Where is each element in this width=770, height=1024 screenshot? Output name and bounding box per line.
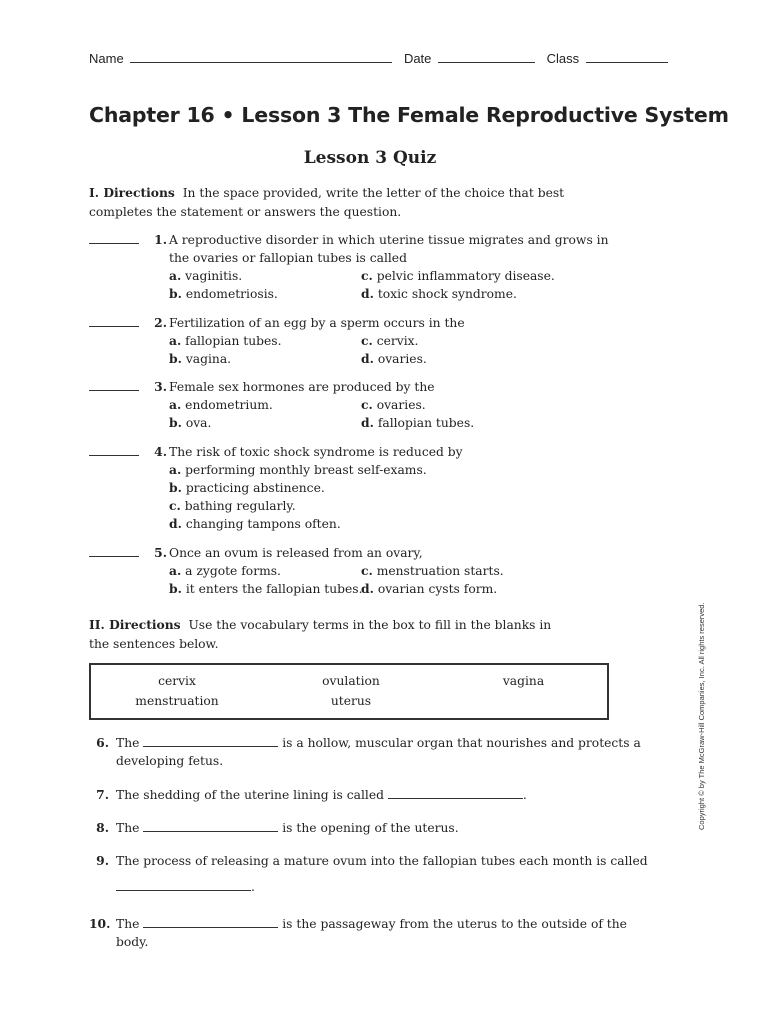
choice-d: d. ovarian cysts form. [361, 581, 498, 596]
vocab-term: cervix [158, 674, 196, 688]
question-number: 10. [89, 916, 111, 931]
question-number: 6. [96, 735, 109, 750]
name-field[interactable] [130, 50, 392, 63]
class-label: Class [546, 51, 580, 66]
choice-a: a. vaginitis. [169, 268, 243, 283]
section2-directions [89, 616, 569, 653]
copyright-notice: Copyright © by The McGraw-Hill Companies, Inc. All rights reserved. [697, 602, 706, 830]
question-stem: Fertilization of an egg by a sperm occurs in the [169, 316, 465, 330]
choice-a: a. endometrium. [169, 397, 273, 412]
question-number: 7. [96, 787, 109, 802]
section1-heading: I. Directions [89, 185, 175, 200]
question-stem: Female sex hormones are produced by the [169, 380, 435, 394]
choice-a: a. performing monthly breast self-exams. [169, 462, 427, 477]
choice-c: c. ovaries. [361, 397, 426, 412]
vocabulary-box [89, 663, 609, 720]
choice-d: d. ovaries. [361, 351, 427, 366]
choice-a: a. a zygote forms. [169, 563, 281, 578]
answer-blank[interactable] [89, 556, 139, 557]
section2-text: Use the vocabulary terms in the box to fill in the blanks in the sentences below. [89, 618, 552, 651]
fill-blank[interactable] [116, 879, 251, 891]
section1-text: In the space provided, write the letter of the choice that best completes the statement or answers the question. [89, 186, 565, 219]
choice-b: b. vagina. [169, 351, 232, 366]
section2-heading: II. Directions [89, 617, 181, 632]
name-label: Name [89, 51, 124, 66]
fill-blank[interactable] [143, 820, 278, 832]
question-stem: A reproductive disorder in which uterine tissue migrates and grows in the ovaries or fallopian tubes is called [169, 233, 609, 266]
question-number: 9. [96, 853, 109, 868]
choice-d: d. changing tampons often. [169, 516, 341, 531]
answer-blank[interactable] [89, 243, 139, 244]
vocab-term: ovulation [322, 674, 380, 688]
question-text: The is a hollow, muscular organ that nourishes and protects a developing fetus. [116, 736, 641, 768]
question-text: The is the opening of the uterus. [116, 821, 459, 835]
date-label: Date [403, 51, 432, 66]
choice-c: c. bathing regularly. [169, 498, 296, 513]
question-text: The is the passageway from the uterus to the outside of the body. [116, 917, 627, 949]
chapter-title: Chapter 16 • Lesson 3 The Female Reproductive System [89, 103, 729, 127]
choice-b: b. endometriosis. [169, 286, 278, 301]
choice-b: b. ova. [169, 415, 212, 430]
choice-c: c. cervix. [361, 333, 419, 348]
question-number: 5. [154, 545, 167, 560]
choice-a: a. fallopian tubes. [169, 333, 282, 348]
answer-blank[interactable] [89, 455, 139, 456]
vocab-term: uterus [330, 694, 372, 708]
fill-blank[interactable] [143, 735, 278, 747]
fill-blank-line: . [116, 878, 255, 896]
choice-d: d. toxic shock syndrome. [361, 286, 517, 301]
fill-blank[interactable] [143, 916, 278, 928]
question-stem: Once an ovum is released from an ovary, [169, 546, 423, 560]
question-number: 3. [154, 379, 167, 394]
quiz-title: Lesson 3 Quiz [303, 148, 437, 168]
choice-d: d. fallopian tubes. [361, 415, 475, 430]
choice-c: c. menstruation starts. [361, 563, 504, 578]
class-field[interactable] [586, 50, 668, 63]
question-number: 8. [96, 820, 109, 835]
question-number: 2. [154, 315, 167, 330]
date-field[interactable] [438, 50, 535, 63]
choice-b: b. practicing abstinence. [169, 480, 325, 495]
question-stem: The risk of toxic shock syndrome is reduced by [169, 445, 463, 459]
section1-directions [89, 184, 569, 221]
answer-blank[interactable] [89, 390, 139, 391]
answer-blank[interactable] [89, 326, 139, 327]
choice-c: c. pelvic inflammatory disease. [361, 268, 555, 283]
choice-b: b. it enters the fallopian tubes. [169, 581, 363, 596]
fill-blank[interactable] [388, 787, 523, 799]
question-number: 1. [154, 232, 167, 247]
question-text: The process of releasing a mature ovum into the fallopian tubes each month is called [116, 854, 648, 868]
student-info-row [89, 50, 668, 66]
question-text: The shedding of the uterine lining is called . [116, 788, 527, 802]
vocab-term: menstruation [135, 694, 219, 708]
vocab-term: vagina [502, 674, 545, 688]
question-number: 4. [154, 444, 167, 459]
